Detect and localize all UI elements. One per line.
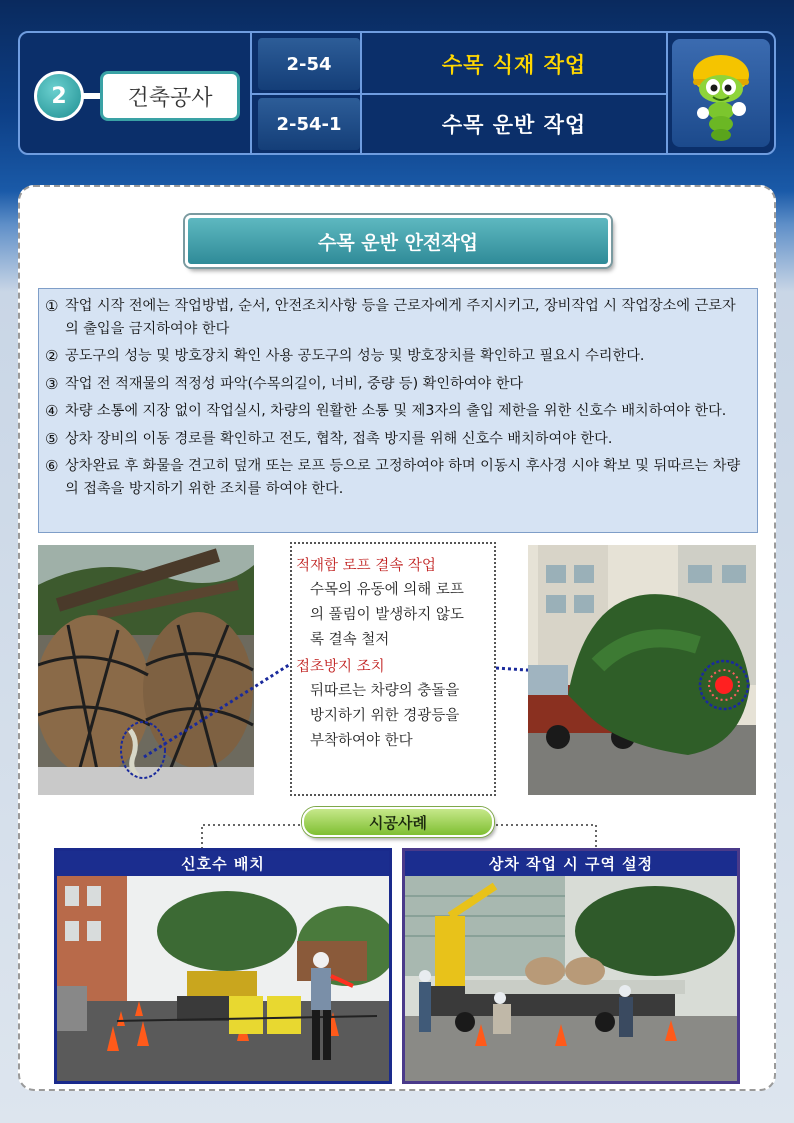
chapter-number-badge: 2 bbox=[34, 71, 84, 121]
signalman-photo bbox=[57, 876, 389, 1081]
rule-text: 상차완료 후 화물을 견고히 덮개 또는 로프 등으로 고정하여야 하며 이동시 후사경 시야 확보 및 뒤따르는 차량의 접촉을 방지하기 위한 조치를 하여야 한다. bbox=[65, 458, 741, 497]
rule-text: 공도구의 성능 및 방호장치 확인 사용 공도구의 성능 및 방호장치를 확인하고 필요시 수리한다. bbox=[65, 348, 645, 364]
loading-zone-photo bbox=[405, 876, 737, 1081]
case-signalman-frame bbox=[54, 848, 392, 1084]
section-code-sub: 2-54-1 bbox=[258, 98, 360, 150]
title-sub: 수목 운반 작업 bbox=[441, 113, 587, 137]
title-main: 수목 식재 작업 bbox=[441, 53, 587, 77]
rule-item bbox=[45, 400, 749, 423]
callout-line: 부착하여야 한다 bbox=[310, 733, 413, 749]
case-signalman-title: 신호수 배치 bbox=[57, 851, 389, 876]
content-panel bbox=[18, 185, 776, 1091]
rule-number: ① bbox=[45, 297, 59, 315]
callout-line: 수목의 유동에 의해 로프 bbox=[310, 582, 464, 598]
rule-item bbox=[45, 373, 749, 396]
section-title: 수목 운반 안전작업 bbox=[185, 215, 611, 267]
callout-line: 뒤따르는 차량의 충돌을 bbox=[310, 683, 460, 699]
rule-number: ⑤ bbox=[45, 429, 59, 448]
callout-connector-left bbox=[140, 657, 300, 767]
case-zone-frame bbox=[402, 848, 740, 1084]
case-zone-title: 상차 작업 시 구역 설정 bbox=[405, 851, 737, 876]
rule-text: 상차 장비의 이동 경로를 확인하고 전도, 협착, 접촉 방지를 위해 신호수 배치하여야 한다. bbox=[65, 430, 613, 447]
header-banner bbox=[18, 31, 776, 155]
cases-label: 시공사례 bbox=[302, 807, 494, 837]
rule-item bbox=[45, 428, 749, 451]
rule-number: ④ bbox=[45, 402, 59, 420]
chapter-name-label: 건축공사 bbox=[100, 71, 240, 121]
rule-text: 작업 전 적재물의 적정성 파악(수목의길이, 너비, 중량 등) 확인하여야 한다 bbox=[65, 375, 524, 392]
callout-heading-collision: 접초방지 조치 bbox=[296, 659, 385, 675]
rule-text: 작업 시작 전에는 작업방법, 순서, 안전조치사항 등을 근로자에게 주지시키고, 장비작업 시 작업장소에 근로자의 출입을 금지하여야 한다 bbox=[65, 298, 736, 337]
callout-heading-rope: 적재함 로프 결속 작업 bbox=[296, 558, 436, 574]
callout-line: 의 풀림이 발생하지 않도 bbox=[310, 607, 464, 623]
header-divider bbox=[666, 33, 668, 153]
rule-item bbox=[45, 345, 749, 368]
rule-number: ⑥ bbox=[45, 457, 59, 475]
callout-box bbox=[290, 542, 496, 796]
mascot-icon bbox=[681, 45, 761, 141]
callout-line: 록 결속 철저 bbox=[310, 632, 390, 648]
rule-number: ② bbox=[45, 347, 59, 365]
callout-line: 방지하기 위한 경광등을 bbox=[310, 708, 460, 724]
truck-tree-photo bbox=[528, 545, 756, 795]
rule-item bbox=[45, 295, 749, 340]
rule-item bbox=[45, 455, 749, 500]
mascot-image bbox=[672, 39, 770, 147]
rule-text: 차량 소통에 지장 없이 작업실시, 차량의 원활한 소통 및 제3자의 출입 제한을 위한 신호수 배치하여야 한다. bbox=[65, 403, 727, 419]
rule-number: ③ bbox=[45, 374, 59, 393]
section-code-main: 2-54 bbox=[258, 38, 360, 90]
safety-rules-list bbox=[38, 288, 758, 533]
